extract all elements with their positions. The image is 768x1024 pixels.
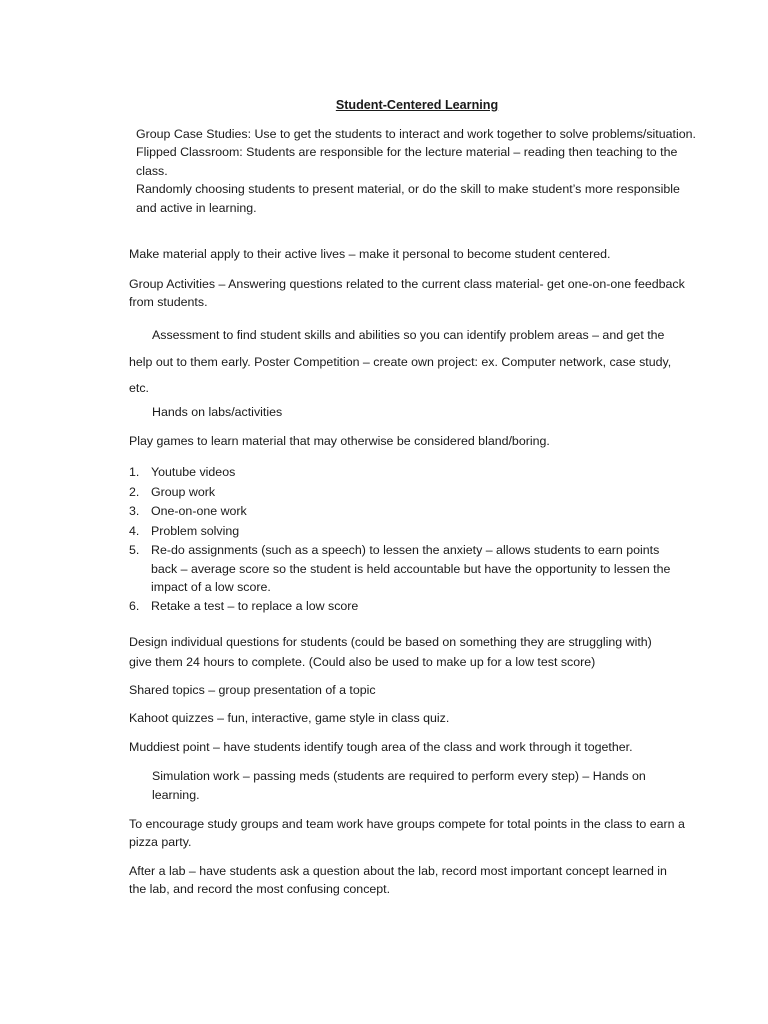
paragraph-hands-on: Hands on labs/activities (152, 405, 283, 419)
list-number: 6. (129, 598, 140, 613)
paragraph-assessment: Assessment to find student skills and abilities so you can identify problem areas – and get the help out to them early. Poster Competition – create own project: ex. Computer network, case study, etc. (129, 328, 672, 395)
intro-block (136, 125, 696, 217)
list-number: 4. (129, 523, 140, 538)
paragraph-personal: Make material apply to their active lives – make it personal to become student centered. (129, 247, 611, 261)
paragraph-design-questions: Design individual questions for students (could be based on something they are struggling with) give them 24 hours to complete. (Could also be used to make up for a low test score) (129, 635, 652, 669)
list-number: 2. (129, 484, 140, 499)
paragraph-group-activities: Group Activities – Answering questions related to the current class material- get one-on-one feedback from students. (129, 277, 685, 309)
numbered-list (129, 463, 677, 616)
list-number: 1. (129, 465, 140, 479)
list-text: Group work (151, 484, 216, 499)
list-item (129, 483, 677, 503)
paragraph-muddiest-point: Muddiest point – have students identify tough area of the class and work through it together. (129, 740, 633, 754)
list-text: Retake a test – to replace a low score (151, 598, 359, 613)
list-text: Youtube videos (151, 465, 236, 479)
paragraph-study-groups: To encourage study groups and team work have groups compete for total points in the class to earn a pizza party. (129, 817, 685, 849)
paragraph-games: Play games to learn material that may otherwise be considered bland/boring. (129, 434, 550, 448)
paragraph-shared-topics: Shared topics – group presentation of a topic (129, 683, 376, 697)
paragraph-simulation: Simulation work – passing meds (students are required to perform every step) – Hands on learning. (152, 769, 646, 802)
list-number: 5. (129, 543, 140, 558)
paragraph-kahoot: Kahoot quizzes – fun, interactive, game style in class quiz. (129, 711, 450, 725)
list-text: Re-do assignments (such as a speech) to lessen the anxiety – allows students to earn points back – average score so the student is held accountable but have the opportunity to lessen the impact of a low score. (151, 543, 671, 595)
intro-random-students: Randomly choosing students to present material, or do the skill to make student’s more responsible and active in learning. (136, 182, 680, 215)
list-item (129, 522, 677, 542)
list-number: 3. (129, 504, 140, 519)
intro-group-case-studies: Group Case Studies: Use to get the students to interact and work together to solve problems/situation. (136, 127, 696, 141)
list-item (129, 502, 677, 522)
document-title: Student-Centered Learning (335, 98, 499, 112)
intro-flipped-classroom: Flipped Classroom: Students are responsible for the lecture material – reading then teaching to the class. (136, 145, 678, 178)
list-item (129, 463, 677, 483)
list-text: Problem solving (151, 523, 240, 538)
list-item (129, 541, 677, 597)
list-item (129, 597, 677, 617)
paragraph-after-lab: After a lab – have students ask a question about the lab, record most important concept learned in the lab, and record the most confusing concept. (129, 864, 667, 896)
list-text: One-on-one work (151, 504, 247, 519)
